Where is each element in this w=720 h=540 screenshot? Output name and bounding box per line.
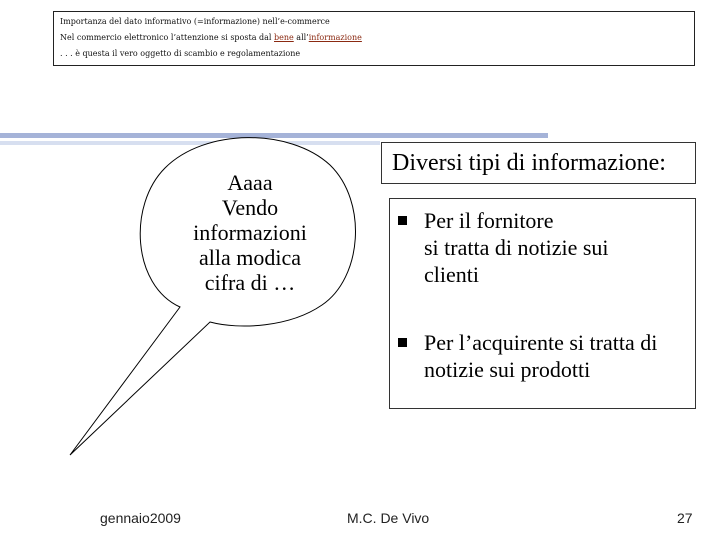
list-item-2-line-2: notizie sui prodotti <box>424 357 591 382</box>
footer-author: M.C. De Vivo <box>347 510 430 526</box>
header-line-1: Importanza del dato informativo (=informazione) nell’e-commerce <box>60 17 330 26</box>
slide-title: Diversi tipi di informazione: <box>392 150 666 176</box>
bubble-line-3: informazioni <box>193 220 307 245</box>
header-accent-bene: bene <box>274 33 294 42</box>
bubble-line-2: Vendo <box>221 195 279 220</box>
list-item-2-line-1: Per l’acquirente si tratta di <box>424 330 658 355</box>
square-bullet-icon <box>398 216 407 225</box>
list-item-1-line-3: clienti <box>424 262 479 287</box>
bubble-line-4: alla modica <box>198 245 301 270</box>
bubble-line-5: cifra di … <box>204 270 296 295</box>
bubble-text <box>170 170 330 295</box>
footer-page-number: 27 <box>677 510 693 526</box>
bubble-line-1: Aaaa <box>227 170 273 195</box>
header-accent-informazione: informazione <box>308 33 362 42</box>
header-line-2-prefix: Nel commercio elettronico l’attenzione si sposta dal <box>60 33 274 42</box>
header-line-2-mid: all’ <box>293 33 309 42</box>
footer-date: gennaio2009 <box>100 510 181 526</box>
list-item-1-line-1: Per il fornitore <box>424 208 554 233</box>
title-box <box>381 142 696 184</box>
list-item-1-line-2: si tratta di notizie sui <box>424 235 609 260</box>
list-item-text <box>424 207 690 288</box>
square-bullet-icon <box>398 338 407 347</box>
bullet-list-box <box>389 198 696 409</box>
header-line-3: . . . è questa il vero oggetto di scambio e regolamentazione <box>60 49 301 58</box>
list-item-text <box>424 329 690 383</box>
